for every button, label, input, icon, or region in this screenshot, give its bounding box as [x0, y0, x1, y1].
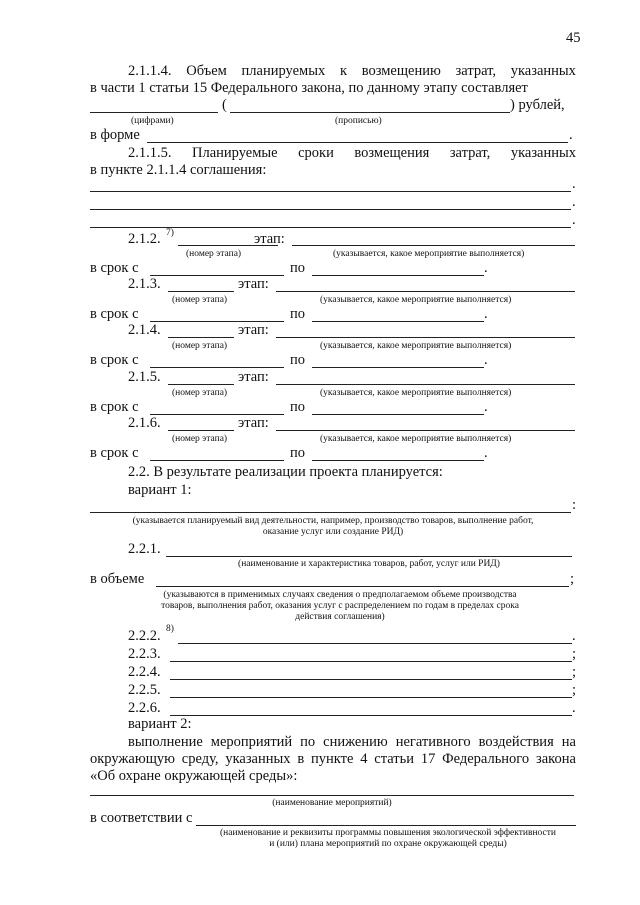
section-2-1-1-5-line1: 2.1.1.5. Планируемые сроки возмещения затрат, указанных [128, 145, 576, 161]
section-2-2-heading: 2.2. В результате реализации проекта планируется: [128, 464, 443, 480]
stage-number: 2.1.3. [128, 276, 161, 292]
terms-field-2[interactable] [90, 209, 571, 210]
term-to-label: по [290, 445, 306, 461]
section-number: 2.1.1.4. [128, 63, 172, 79]
hint-stage-activity: (указывается, какое мероприятие выполняется) [320, 388, 512, 398]
variant-2-label: вариант 2: [128, 716, 192, 732]
product-name-hint: (наименование и характеристика товаров, работ, услуг или РИД) [238, 559, 500, 569]
term-to-label: по [290, 352, 306, 368]
subitem-number: 2.2.2. [128, 628, 161, 644]
volume-label: в объеме [90, 571, 145, 587]
stage-label: этап: [254, 231, 285, 247]
hint-words: (прописью) [335, 116, 382, 126]
stage-number-field[interactable] [168, 291, 234, 292]
term-from-label: в срок с [90, 399, 139, 415]
term-from-label: в срок с [90, 260, 139, 276]
subitem-field[interactable] [178, 643, 572, 644]
term-from-label: в срок с [90, 352, 139, 368]
hint-stage-number: (номер этапа) [186, 249, 242, 259]
variant-2-line2: окружающую среду, указанных в пункте 4 статьи 17 Федерального закона [90, 751, 576, 767]
form-field[interactable] [147, 142, 568, 143]
footnote-ref: 7) [166, 228, 174, 238]
subitem-number: 2.2.5. [128, 682, 161, 698]
section-2-1-1-5-line2: в пункте 2.1.1.4 соглашения: [90, 162, 267, 178]
stage-activity-field[interactable] [276, 291, 575, 292]
subitem-number: 2.2.3. [128, 646, 161, 662]
hint-stage-number: (номер этапа) [172, 295, 228, 305]
subitem-field[interactable] [170, 697, 572, 698]
volume-hint-1: (указываются в применимых случаях сведения о предполагаемом объеме производства [163, 590, 517, 600]
stage-label: этап: [238, 276, 269, 292]
subitem-field[interactable] [170, 715, 572, 716]
hint-stage-activity: (указывается, какое мероприятие выполняется) [333, 249, 525, 259]
stage-number-field[interactable] [168, 430, 234, 431]
volume-field[interactable] [156, 586, 569, 587]
stage-number-field[interactable] [168, 384, 234, 385]
term-to-field[interactable] [312, 275, 484, 276]
term-from-field[interactable] [150, 367, 284, 368]
subitem-field[interactable] [170, 661, 572, 662]
stage-number: 2.1.2. [128, 231, 161, 247]
stage-activity-field[interactable] [276, 337, 575, 338]
stage-number: 2.1.5. [128, 369, 161, 385]
stage-label: этап: [238, 415, 269, 431]
terms-field-3[interactable] [90, 227, 571, 228]
subitem-field[interactable] [170, 679, 572, 680]
stage-number: 2.1.6. [128, 415, 161, 431]
stage-label: этап: [238, 322, 269, 338]
term-to-field[interactable] [312, 321, 484, 322]
hint-stage-activity: (указывается, какое мероприятие выполняется) [320, 434, 512, 444]
term-from-field[interactable] [150, 460, 284, 461]
open-paren: ( [222, 97, 227, 113]
stage-activity-field[interactable] [292, 245, 575, 246]
variant-2-line3: «Об охране окружающей среды»: [90, 768, 298, 784]
section-2-1-1-4-line2: в части 1 статьи 15 Федерального закона, по данному этапу составляет [90, 80, 528, 96]
hint-stage-number: (номер этапа) [172, 341, 228, 351]
volume-hint-2: товаров, выполнения работ, оказания услуг с распределением по годам в пределах срока [161, 601, 519, 611]
form-label: в форме [90, 127, 140, 143]
events-field[interactable] [90, 795, 574, 796]
section-2-2-1-number: 2.2.1. [128, 541, 161, 557]
term-from-label: в срок с [90, 306, 139, 322]
hint-figures: (цифрами) [131, 116, 174, 126]
section-2-1-1-4-line1: 2.1.1.4. Объем планируемых к возмещению затрат, указанных [128, 63, 576, 79]
stage-number: 2.1.4. [128, 322, 161, 338]
stage-label: этап: [238, 369, 269, 385]
accordance-hint-1: (наименование и реквизиты программы повышения экологической эффективности [219, 828, 556, 838]
term-from-label: в срок с [90, 445, 139, 461]
activity-type-hint-1: (указывается планируемый вид деятельности, например, производство товаров, выполнение работ, [132, 516, 534, 526]
term-to-field[interactable] [312, 460, 484, 461]
term-to-label: по [290, 306, 306, 322]
hint-stage-activity: (указывается, какое мероприятие выполняется) [320, 295, 512, 305]
term-to-label: по [290, 399, 306, 415]
volume-hint-3: действия соглашения) [295, 612, 385, 622]
subitem-number: 2.2.4. [128, 664, 161, 680]
product-name-field[interactable] [166, 556, 572, 557]
accordance-label: в соответствии с [90, 810, 193, 826]
activity-type-field[interactable] [90, 512, 571, 513]
amount-figures-field[interactable] [90, 112, 218, 113]
amount-words-field[interactable] [230, 112, 510, 113]
footnote-ref: 8) [166, 624, 174, 634]
events-hint: (наименование мероприятий) [272, 798, 392, 808]
hint-stage-number: (номер этапа) [172, 434, 228, 444]
hint-stage-activity: (указывается, какое мероприятие выполняется) [320, 341, 512, 351]
hint-stage-number: (номер этапа) [172, 388, 228, 398]
term-to-label: по [290, 260, 306, 276]
stage-activity-field[interactable] [276, 430, 575, 431]
accordance-field[interactable] [196, 825, 576, 826]
terms-field-1[interactable] [90, 191, 571, 192]
activity-type-hint-2: оказание услуг или создание РИД) [262, 527, 404, 537]
section-number: 2.1.1.5. [128, 145, 172, 161]
subitem-number: 2.2.6. [128, 700, 161, 716]
term-to-field[interactable] [312, 367, 484, 368]
stage-activity-field[interactable] [276, 384, 575, 385]
accordance-hint-2: и (или) плана мероприятий по охране окружающей среды) [269, 839, 507, 849]
stage-number-field[interactable] [168, 337, 234, 338]
term-to-field[interactable] [312, 414, 484, 415]
variant-1-label: вариант 1: [128, 482, 192, 498]
rubles-label: ) рублей, [510, 97, 565, 113]
page-number: 45 [566, 30, 581, 46]
variant-2-line1: выполнение мероприятий по снижению негативного воздействия на [128, 734, 576, 750]
